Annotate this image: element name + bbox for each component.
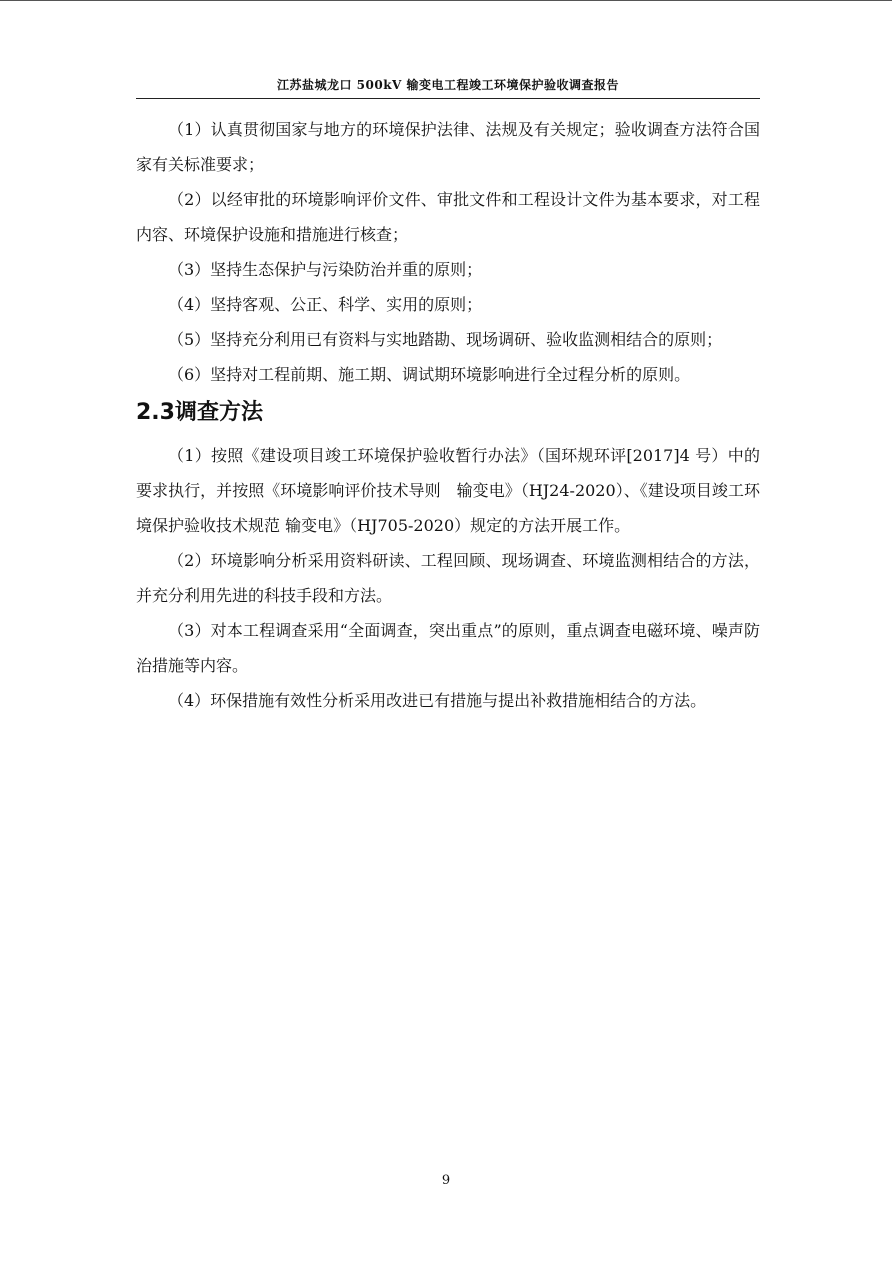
principle-paragraph-6: （6）坚持对工程前期、施工期、调试期环境影响进行全过程分析的原则。 [168, 365, 691, 384]
principle-paragraph-5: （5）坚持充分利用已有资料与实地踏勘、现场调研、验收监测相结合的原则； [168, 330, 723, 349]
page-number: 9 [441, 1173, 451, 1188]
principle-paragraph-4: （4）坚持客观、公正、科学、实用的原则； [168, 295, 483, 314]
method-paragraph-1: （1）按照《建设项目竣工环境保护验收暂行办法》（国环规环评[2017]4 号）中的要求执行，并按照《环境影响评价技术导则 输变电》（HJ24-2020）、《建设项目竣工环境保护验收技术规范 输变电》（HJ705-2020）规定的方法开展工作。 [136, 446, 760, 535]
principle-paragraph-3: （3）坚持生态保护与污染防治并重的原则； [168, 260, 483, 279]
page-body [136, 112, 760, 718]
principle-paragraph-2: （2）以经审批的环境影响评价文件、审批文件和工程设计文件为基本要求，对工程内容、环境保护设施和措施进行核查； [136, 190, 760, 244]
method-paragraph-3: （3）对本工程调查采用“全面调查，突出重点”的原则，重点调查电磁环境、噪声防治措施等内容。 [136, 621, 760, 675]
principle-paragraph-1: （1）认真贯彻国家与地方的环境保护法律、法规及有关规定；验收调查方法符合国家有关标准要求； [136, 120, 760, 174]
running-header: 江苏盐城龙口 500kV 输变电工程竣工环境保护验收调查报告 [276, 78, 620, 92]
method-paragraph-2: （2）环境影响分析采用资料研读、工程回顾、现场调查、环境监测相结合的方法，并充分利用先进的科技手段和方法。 [136, 551, 760, 605]
section-heading: 2.3调查方法 [136, 400, 263, 425]
header-rule [136, 98, 760, 99]
page-top-border [0, 0, 892, 1]
method-paragraph-4: （4）环保措施有效性分析采用改进已有措施与提出补救措施相结合的方法。 [168, 691, 707, 710]
